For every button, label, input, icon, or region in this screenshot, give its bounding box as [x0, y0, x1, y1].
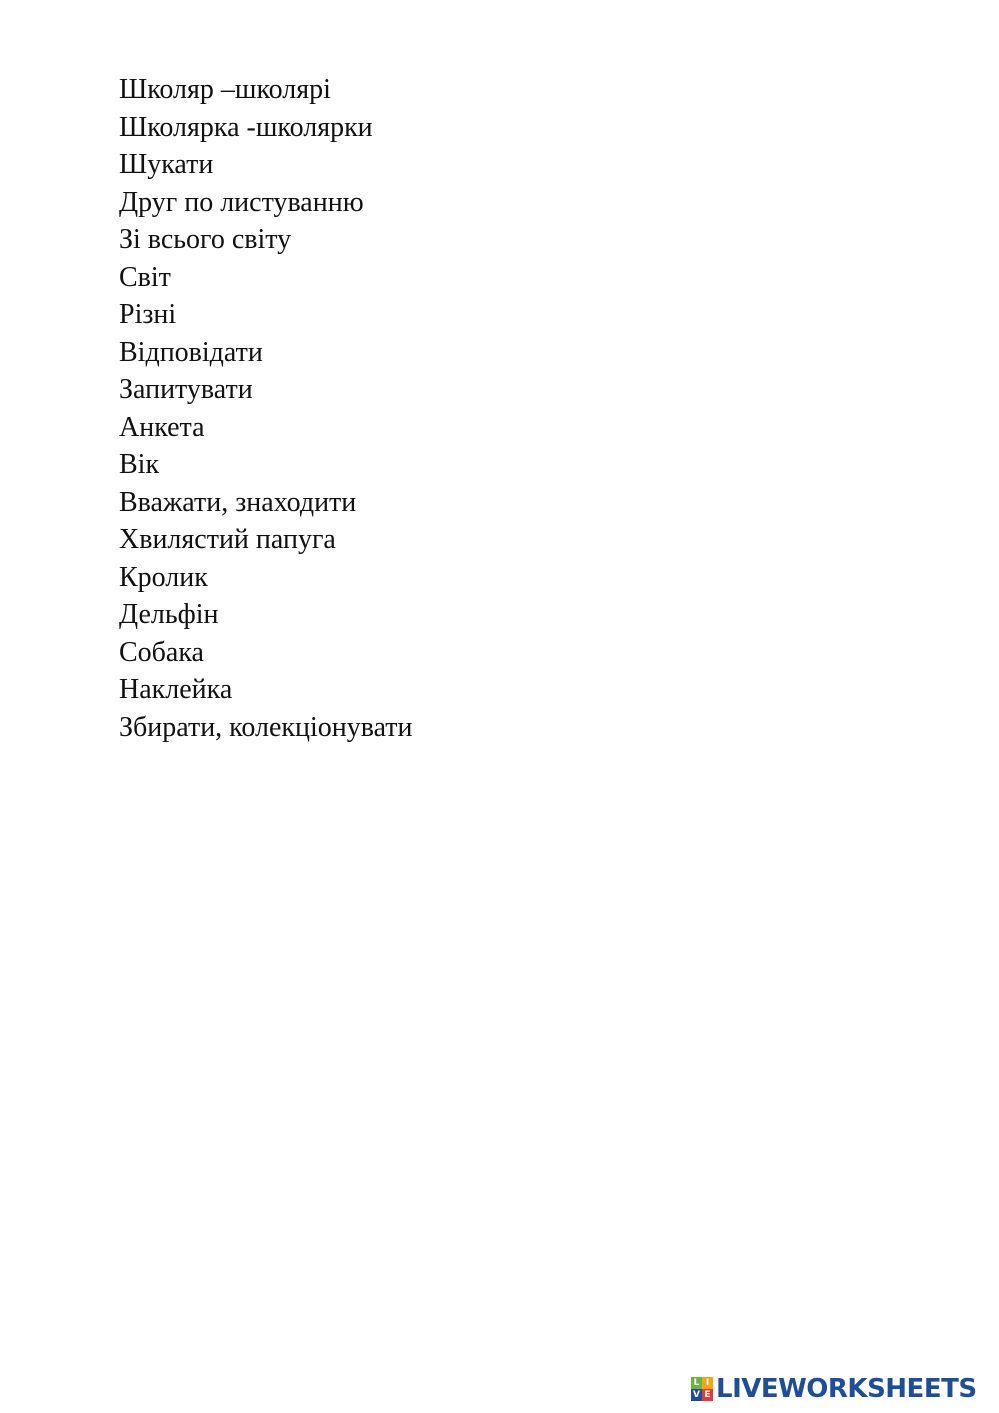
- list-item: Школярка -школярки: [119, 111, 373, 143]
- list-item: Світ: [119, 261, 171, 293]
- liveworksheets-logo-icon: [691, 1377, 713, 1401]
- logo-letter-v: V: [691, 1389, 702, 1401]
- vocabulary-list: [119, 71, 413, 746]
- list-item: Дельфін: [119, 599, 219, 630]
- list-item: Анкета: [119, 411, 205, 443]
- liveworksheets-brand: [691, 1373, 977, 1405]
- logo-letter-e: E: [702, 1389, 713, 1401]
- list-item: Вік: [119, 449, 160, 480]
- logo-letter-l: L: [691, 1377, 702, 1389]
- list-item: Зі всього світу: [119, 224, 292, 255]
- list-item: Друг по листуванню: [119, 186, 364, 218]
- list-item: Шукати: [119, 149, 214, 180]
- list-item: Наклейка: [119, 674, 233, 705]
- brand-name: LIVEWORKSHEETS: [716, 1374, 977, 1404]
- list-item: Відповідати: [119, 336, 263, 368]
- list-item: Кролик: [119, 561, 208, 593]
- list-item: Збирати, колекціонувати: [119, 711, 413, 743]
- list-item: Різні: [119, 299, 177, 330]
- list-item: Хвилястий папуга: [119, 524, 336, 555]
- list-item: Запитувати: [119, 374, 253, 405]
- list-item: Вважати, знаходити: [119, 486, 357, 518]
- list-item: Школяр –школярі: [119, 74, 331, 105]
- list-item: Собака: [119, 636, 204, 668]
- logo-letter-i: I: [702, 1377, 713, 1389]
